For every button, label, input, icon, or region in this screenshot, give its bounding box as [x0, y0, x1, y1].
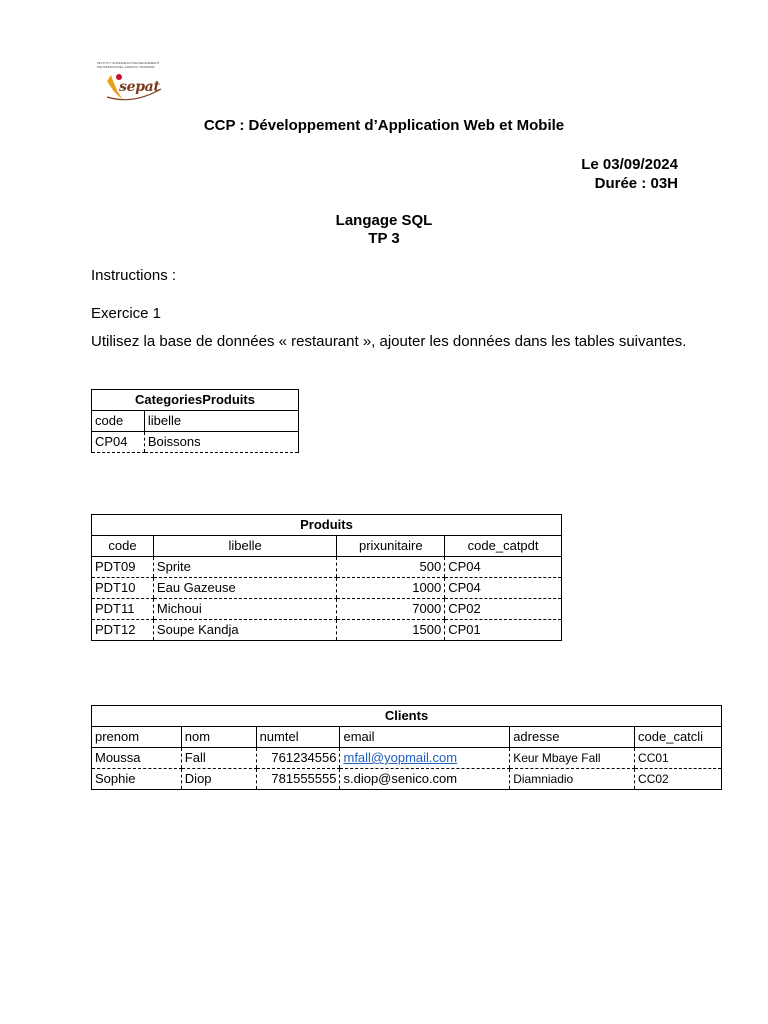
- column-header: code_catpdt: [445, 536, 562, 557]
- table-cell: CC01: [635, 748, 722, 769]
- tp-number: TP 3: [368, 230, 400, 247]
- column-header: code_catcli: [635, 727, 722, 748]
- table-cell: 1500: [337, 620, 445, 641]
- column-header: numtel: [256, 727, 340, 748]
- table-cell: PDT10: [92, 578, 154, 599]
- clients-caption: Clients: [92, 706, 722, 727]
- table-cell: [340, 748, 510, 769]
- school-logo: [93, 55, 173, 121]
- subject-block: [0, 212, 768, 248]
- table-row: [92, 432, 299, 453]
- table-cell: 500: [337, 557, 445, 578]
- table-cell: 1000: [337, 578, 445, 599]
- column-header: nom: [181, 727, 256, 748]
- table-row: [92, 620, 562, 641]
- table-cell: 781555555: [256, 769, 340, 790]
- logo-brand-text: sepat: [119, 79, 160, 95]
- table-cell: CC02: [635, 769, 722, 790]
- subject-title: Langage SQL: [335, 212, 433, 229]
- instructions-label: Instructions :: [91, 267, 177, 284]
- column-header: libelle: [144, 411, 298, 432]
- email-link[interactable]: mfall@yopmail.com: [343, 750, 458, 765]
- date-block: [581, 155, 678, 193]
- table-cell: Fall: [181, 748, 256, 769]
- clients-table: [91, 705, 722, 790]
- table-row: [92, 578, 562, 599]
- table-cell: PDT12: [92, 620, 154, 641]
- table-cell: CP02: [445, 599, 562, 620]
- column-header: code: [92, 411, 145, 432]
- exam-duration: Durée : 03H: [594, 175, 678, 192]
- categories-caption: CategoriesProduits: [92, 390, 299, 411]
- course-title: CCP : Développement d’Application Web et Mobile: [203, 117, 565, 134]
- column-header: code: [92, 536, 154, 557]
- table-cell: CP04: [92, 432, 145, 453]
- exam-date: Le 03/09/2024: [581, 156, 678, 173]
- produits-table: [91, 514, 562, 641]
- table-cell: CP01: [445, 620, 562, 641]
- table-cell: CP04: [445, 578, 562, 599]
- table-cell: Eau Gazeuse: [153, 578, 336, 599]
- table-cell: Soupe Kandja: [153, 620, 336, 641]
- column-header: libelle: [153, 536, 336, 557]
- table-cell: Diamniadio: [510, 769, 635, 790]
- table-cell: Sophie: [92, 769, 182, 790]
- logo-org-line-1: INSTITUT SUPERIEUR D'ENSEIGNEMENT: [97, 61, 160, 65]
- table-row: [92, 769, 722, 790]
- table-cell: PDT09: [92, 557, 154, 578]
- table-cell: Sprite: [153, 557, 336, 578]
- exercise-statement: Utilisez la base de données « restaurant », ajouter les données dans les tables suivantes.: [91, 333, 687, 350]
- categories-table: [91, 389, 299, 453]
- table-cell: Boissons: [144, 432, 298, 453]
- table-cell: s.diop@senico.com: [340, 769, 510, 790]
- table-cell: Moussa: [92, 748, 182, 769]
- table-cell: 761234556: [256, 748, 340, 769]
- table-cell: CP04: [445, 557, 562, 578]
- table-cell: Michoui: [153, 599, 336, 620]
- column-header: email: [340, 727, 510, 748]
- table-row: [92, 557, 562, 578]
- logo-org-line-2: PROFESSIONNEL AMADOU TRAWARE: [97, 65, 155, 69]
- exercise-title: Exercice 1: [91, 305, 162, 322]
- table-cell: Diop: [181, 769, 256, 790]
- table-cell: Keur Mbaye Fall: [510, 748, 635, 769]
- table-row: [92, 599, 562, 620]
- column-header: prenom: [92, 727, 182, 748]
- table-cell: PDT11: [92, 599, 154, 620]
- produits-caption: Produits: [92, 515, 562, 536]
- table-cell: 7000: [337, 599, 445, 620]
- column-header: prixunitaire: [337, 536, 445, 557]
- table-row: [92, 748, 722, 769]
- column-header: adresse: [510, 727, 635, 748]
